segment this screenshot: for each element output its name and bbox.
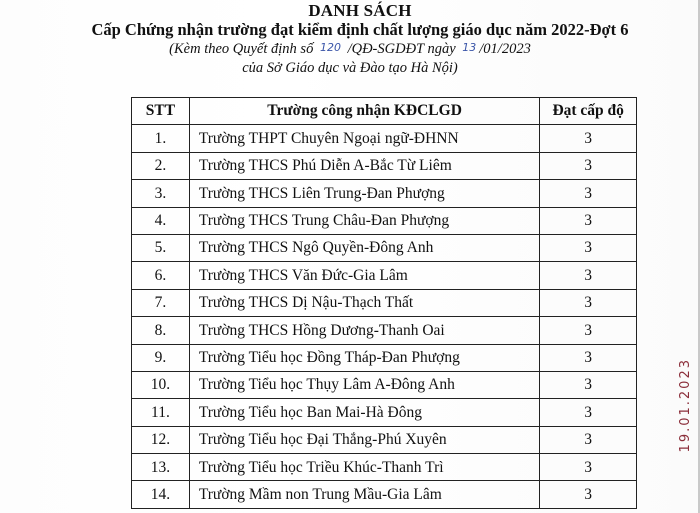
row-level: 3 [540,454,637,481]
document-title: DANH SÁCH [308,1,412,20]
row-school-name: Trường THCS Dị Nậu-Thạch Thất [189,289,540,316]
row-school-name: Trường Tiểu học Ban Mai-Hà Đông [189,399,540,426]
row-school-name: Trường THCS Ngô Quyền-Đông Anh [189,234,540,261]
document-subtitle: Cấp Chứng nhận trường đạt kiểm định chất lượng giáo dục năm 2022-Đợt 6 [91,20,629,39]
table-row [132,426,637,453]
row-school-name: Trường Tiểu học Đại Thắng-Phú Xuyên [189,426,540,453]
row-stt: 8. [132,317,190,344]
table-row [132,481,637,508]
table-row [132,317,637,344]
decision-reference [0,41,700,58]
row-school-name: Trường Tiểu học Thụy Lâm A-Đông Anh [189,371,540,398]
row-level: 3 [540,152,637,179]
row-level: 3 [540,344,637,371]
table-row [132,125,637,152]
row-stt: 4. [132,207,190,234]
decision-day: 13 [462,41,477,54]
table-row [132,207,637,234]
row-stt: 1. [132,125,190,152]
decision-middle: /QĐ-SGDĐT ngày [347,41,456,57]
row-level: 3 [540,371,637,398]
issuing-authority: của Sở Giáo dục và Đào tạo Hà Nội) [242,60,458,76]
table-row [132,289,637,316]
row-level: 3 [540,234,637,261]
table-row [132,180,637,207]
row-school-name: Trường Mầm non Trung Mầu-Gia Lâm [189,481,540,508]
table-row [132,152,637,179]
table-row [132,234,637,261]
row-stt: 13. [132,454,190,481]
decision-suffix: /01/2023 [479,41,531,57]
column-header-stt: STT [132,98,190,125]
school-list-table [131,97,637,509]
table-row [132,262,637,289]
row-stt: 3. [132,180,190,207]
row-stt: 10. [132,371,190,398]
margin-date-stamp: 19.01.2023 [678,358,693,453]
row-level: 3 [540,289,637,316]
row-level: 3 [540,426,637,453]
row-level: 3 [540,180,637,207]
row-school-name: Trường THCS Hồng Dương-Thanh Oai [189,317,540,344]
row-level: 3 [540,399,637,426]
row-level: 3 [540,481,637,508]
row-stt: 12. [132,426,190,453]
row-stt: 7. [132,289,190,316]
column-header-level: Đạt cấp độ [540,98,637,125]
row-stt: 14. [132,481,190,508]
table-row [132,454,637,481]
table-body [132,125,637,508]
row-stt: 5. [132,234,190,261]
row-stt: 6. [132,262,190,289]
column-header-school: Trường công nhận KĐCLGD [189,98,540,125]
table-row [132,371,637,398]
handwritten-margin-note [672,358,700,478]
row-stt: 9. [132,344,190,371]
row-level: 3 [540,262,637,289]
row-school-name: Trường THCS Liên Trung-Đan Phượng [189,180,540,207]
row-school-name: Trường Tiểu học Đồng Tháp-Đan Phượng [189,344,540,371]
row-level: 3 [540,317,637,344]
row-level: 3 [540,207,637,234]
table-row [132,399,637,426]
table-row [132,344,637,371]
row-level: 3 [540,125,637,152]
row-school-name: Trường THCS Trung Châu-Đan Phượng [189,207,540,234]
row-stt: 11. [132,399,190,426]
decision-prefix: (Kèm theo Quyết định số [169,41,314,57]
row-school-name: Trường THCS Phú Diễn A-Bắc Từ Liêm [189,152,540,179]
row-school-name: Trường THCS Văn Đức-Gia Lâm [189,262,540,289]
table-header-row [132,98,637,125]
row-school-name: Trường THPT Chuyên Ngoại ngữ-ĐHNN [189,125,540,152]
row-school-name: Trường Tiểu học Triều Khúc-Thanh Trì [189,454,540,481]
row-stt: 2. [132,152,190,179]
decision-number: 120 [319,41,341,54]
